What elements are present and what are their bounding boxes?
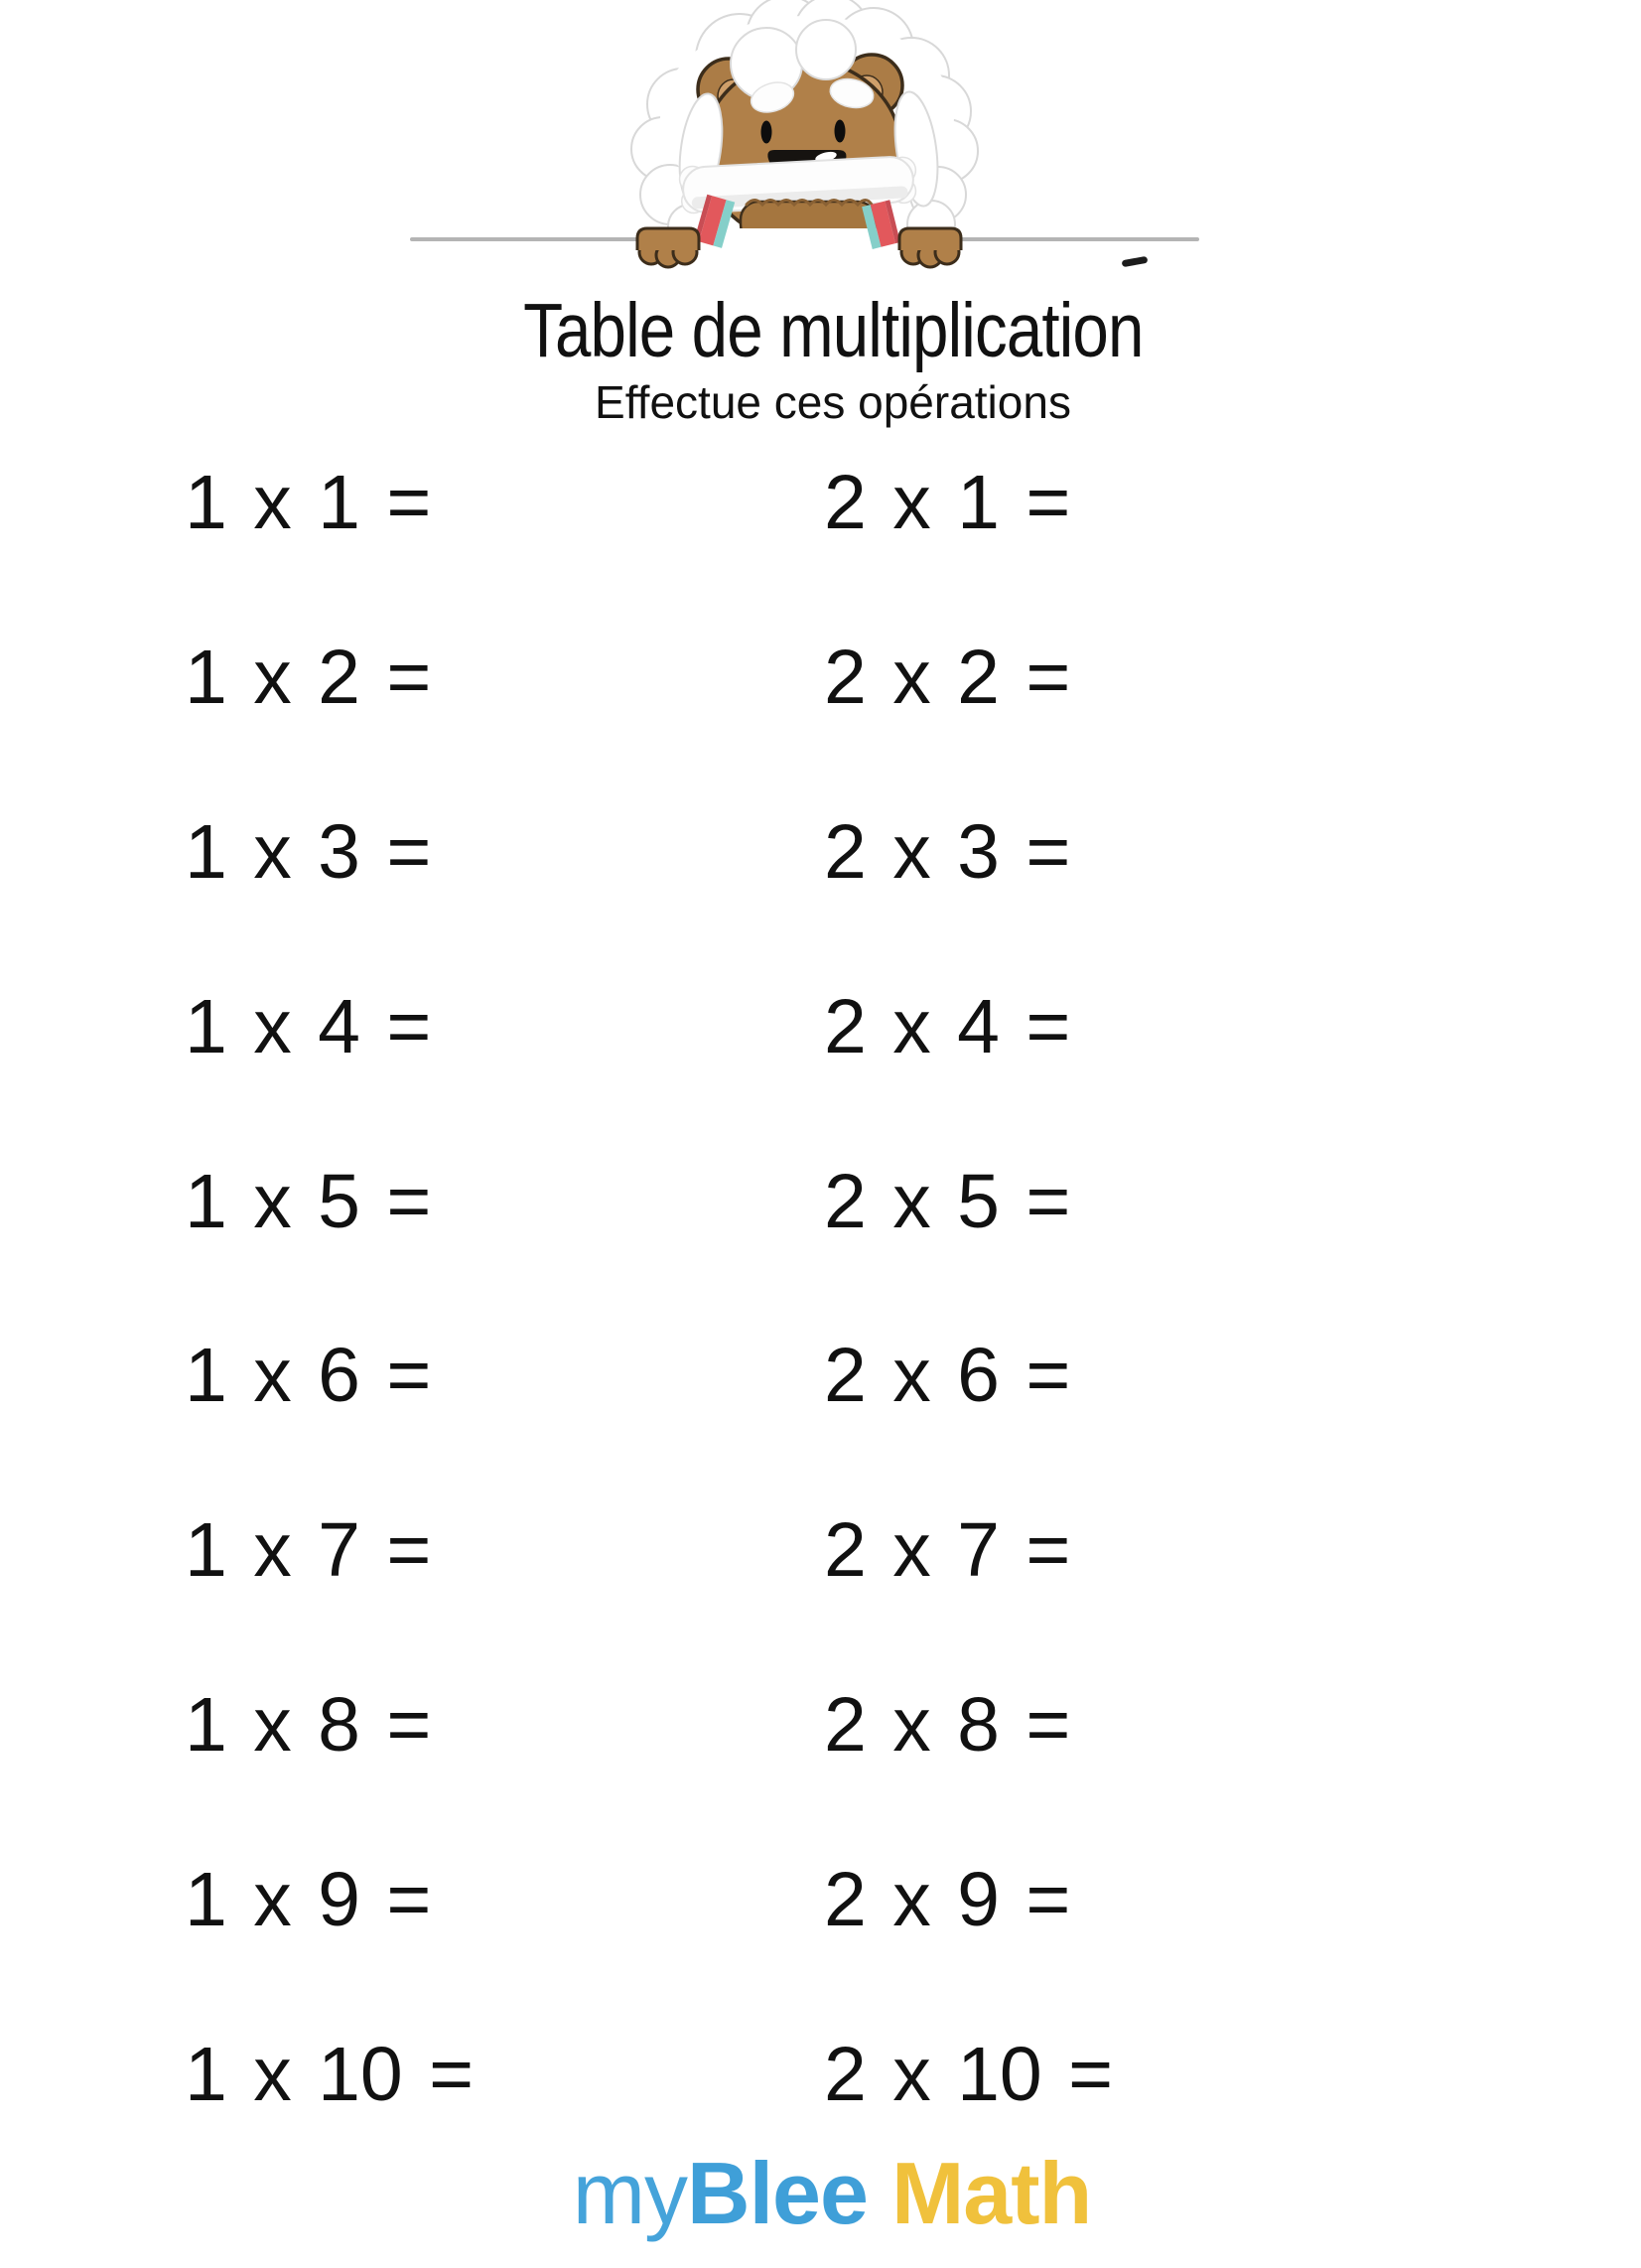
problem-1x3: 1 x 3 = [185, 809, 432, 895]
problem-1x4: 1 x 4 = [185, 984, 432, 1069]
problem-2x7: 2 x 7 = [824, 1507, 1071, 1593]
page-subtitle: Effectue ces opérations [595, 376, 1071, 428]
problem-2x10: 2 x 10 = [824, 2032, 1114, 2117]
problem-2x8: 2 x 8 = [824, 1682, 1071, 1768]
problem-1x1: 1 x 1 = [185, 460, 432, 545]
problem-2x2: 2 x 2 = [824, 635, 1071, 720]
myblee-math-logo [572, 2144, 1092, 2242]
problem-1x9: 1 x 9 = [185, 1857, 432, 1942]
bear-paw-right [899, 228, 961, 267]
problem-2x9: 2 x 9 = [824, 1857, 1071, 1942]
bear-paw-left [637, 228, 699, 267]
einstein-bear-icon [615, 0, 983, 288]
problem-2x1: 2 x 1 = [824, 460, 1071, 545]
problem-1x10: 1 x 10 = [185, 2032, 475, 2117]
logo-math: Math [890, 2144, 1092, 2242]
page-title-text: Table de multiplication [522, 288, 1144, 373]
problem-1x5: 1 x 5 = [185, 1159, 432, 1244]
logo-my: my [572, 2144, 688, 2242]
problem-2x5: 2 x 5 = [824, 1159, 1071, 1244]
problem-1x6: 1 x 6 = [185, 1333, 432, 1418]
page-title [25, 288, 1641, 373]
problem-1x8: 1 x 8 = [185, 1682, 432, 1768]
pencil-dash [1122, 256, 1149, 267]
logo-blee: Blee [687, 2144, 868, 2242]
problem-2x3: 2 x 3 = [824, 809, 1071, 895]
problem-2x6: 2 x 6 = [824, 1333, 1071, 1418]
problem-1x2: 1 x 2 = [185, 635, 432, 720]
problem-1x7: 1 x 7 = [185, 1507, 432, 1593]
problem-2x4: 2 x 4 = [824, 984, 1071, 1069]
